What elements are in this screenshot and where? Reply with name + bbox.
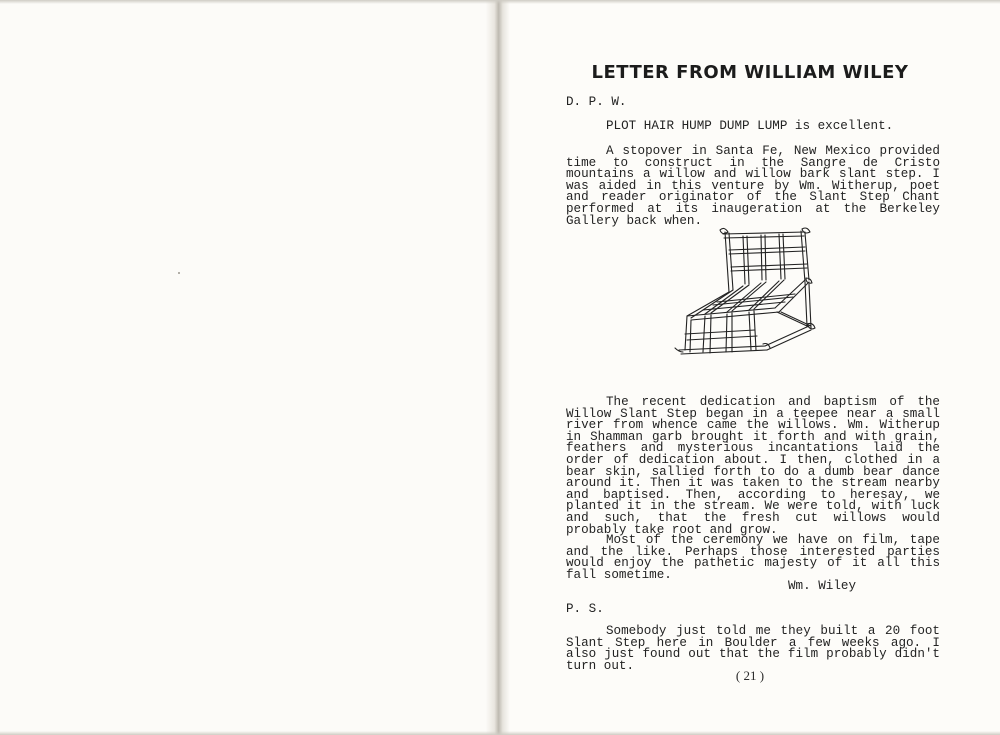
paper-speck — [178, 272, 180, 274]
page-title: LETTER FROM WILLIAM WILEY — [591, 62, 909, 83]
signature: Wm. Wiley — [788, 579, 857, 593]
left-page-blank — [0, 0, 494, 735]
book-gutter — [486, 0, 510, 735]
willow-slant-step-drawing — [665, 222, 820, 360]
ps-label: P. S. — [566, 602, 604, 616]
paragraph-3: The recent dedication and baptism of the Willow Slant Step began in a teepee near a small river from whence came the willows. Wm. Witherup in Shamman garb brought it forth and with grain, feathers and mysterious incantations laid the order of dedication about. I then, clothed in a bear skin, sallied forth to do a dumb bear dance around it. Then it was taken to the stream nearby and baptised. Then, according to heresay, we planted it in the stream. We were told, with luck and such, that the fresh cut willows would probably take root and grow. — [566, 395, 940, 537]
paragraph-2: A stopover in Santa Fe, New Mexico provided time to construct in the Sangre de Cristo mountains a willow and willow bark slant step. I was aided in this venture by Wm. Witherup, poet and reader originator of the Slant Step Chant performed at its inaugeration at the Berkeley Gallery back when. — [566, 144, 940, 228]
ps-paragraph: Somebody just told me they built a 20 foot Slant Step here in Boulder a few weeks ago. I also just found out that the film probably didn't turn out. — [566, 624, 940, 673]
page-number: ( 21 ) — [735, 668, 765, 683]
salutation: D. P. W. — [566, 95, 627, 109]
page-edge-top — [0, 0, 1000, 4]
paragraph-1: PLOT HAIR HUMP DUMP LUMP is excellent. — [606, 119, 894, 133]
page-edge-bottom — [0, 731, 1000, 735]
paragraph-4: Most of the ceremony we have on film, tape and the like. Perhaps those interested parties would enjoy the pathetic majesty of it all this fall sometime. — [566, 533, 940, 582]
